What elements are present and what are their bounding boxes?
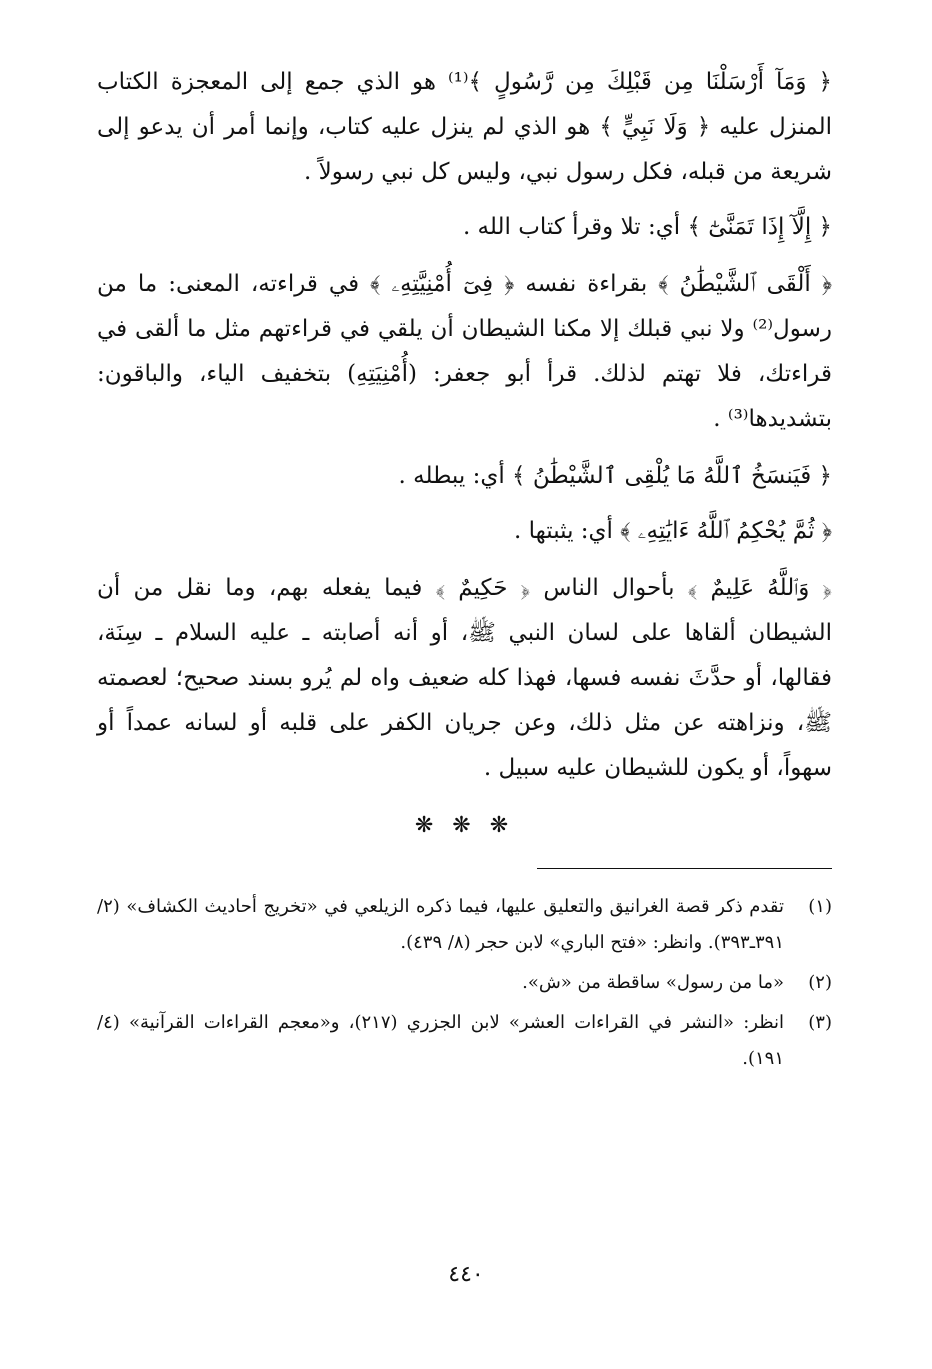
paragraph-1: ﴿ وَمَآ أَرْسَلْنَا مِن قَبْلِكَ مِن رَّسُولٍ ﴾⁽¹⁾ هو الذي جمع إلى المعجزة الكتاب المنزل عليه ﴿ وَلَا نَبِيٍّ ﴾ هو الذي لم ينزل عليه كتاب، وإنما أمر أن يدعو إلى شريعة من قبله، فكل رسول نبي، وليس كل نبي رسولاً .: [97, 69, 832, 185]
footnote-item: [97, 965, 832, 1001]
footnote-divider: [537, 868, 832, 869]
footnotes: [97, 889, 832, 1077]
paragraph-5: ﴿ ثُمَّ يُحْكِمُ ٱللَّهُ ءَايَٰتِهِۦ ﴾ أي: يثبتها .: [514, 518, 832, 544]
paragraph-4: ﴿ فَيَنسَخُ ٱللَّهُ مَا يُلْقِى ٱلشَّيْطَٰنُ ﴾ أي: يبطله .: [398, 463, 832, 489]
paragraph-3: ﴿ أَلْقَى ٱلشَّيْطَٰنُ ﴾ بقراءة نفسه ﴿ فِىٓ أُمْنِيَّتِهِۦ ﴾ في قراءته، المعنى: ما من رسول⁽²⁾ ولا نبي قبلك إلا مكنا الشيطان أن يلقي في قراءتهم مثل ما ألقى في قراءتك، فلا تهتم لذلك. قرأ أبو جعفر: (أُمْنِيَتِهِ) بتخفيف الياء، والباقون: بتشديدها⁽³⁾ .: [97, 271, 832, 432]
footnote-item: [97, 889, 832, 961]
paragraph-2: ﴿ إِلَّآ إِذَا تَمَنَّىٰٓ ﴾ أي: تلا وقرأ كتاب الله .: [462, 214, 832, 240]
section-separator: ❋ ❋ ❋: [414, 813, 515, 838]
footnote-number: (٢): [808, 972, 832, 993]
footnote-number: (١): [808, 896, 832, 917]
footnote-text: انظر: «النشر في القراءات العشر» لابن الجزري (٢١٧)، و«معجم القراءات القرآنية» (٤/ ١٩١).: [97, 1012, 784, 1069]
paragraph-6: ﴿ وَٱللَّهُ عَلِيمٌ ﴾ بأحوال الناس ﴿ حَكِيمٌ ﴾ فيما يفعله بهم، وما نقل من أن الشيطان ألقاها على لسان النبي ﷺ، أو أنه أصابته ـ عليه السلام ـ سِنَة، فقالها، أو حدَّثَ نفسه فسها، فهذا كله ضعيف واه لم يُرو بسند صحيح؛ لعصمته ﷺ، ونزاهته عن مثل ذلك، وعن جريان الكفر على قلبه أو لسانه عمداً أو سهواً، أو يكون للشيطان عليه سبيل .: [97, 575, 832, 781]
footnote-text: «ما من رسول» ساقطة من «ش».: [522, 972, 784, 993]
footnote-item: [97, 1005, 832, 1077]
footnote-number: (٣): [808, 1012, 832, 1033]
book-page: [97, 60, 832, 1081]
page-number: ٤٤٠: [448, 1262, 484, 1287]
main-text: [97, 60, 832, 791]
footnote-text: تقدم ذكر قصة الغرانيق والتعليق عليها، فيما ذكره الزيلعي في «تخريج أحاديث الكشاف» (٢/ ٣٩١ـ٣٩٣). وانظر: «فتح الباري» لابن حجر (٨/ ٤٣٩).: [97, 896, 784, 953]
